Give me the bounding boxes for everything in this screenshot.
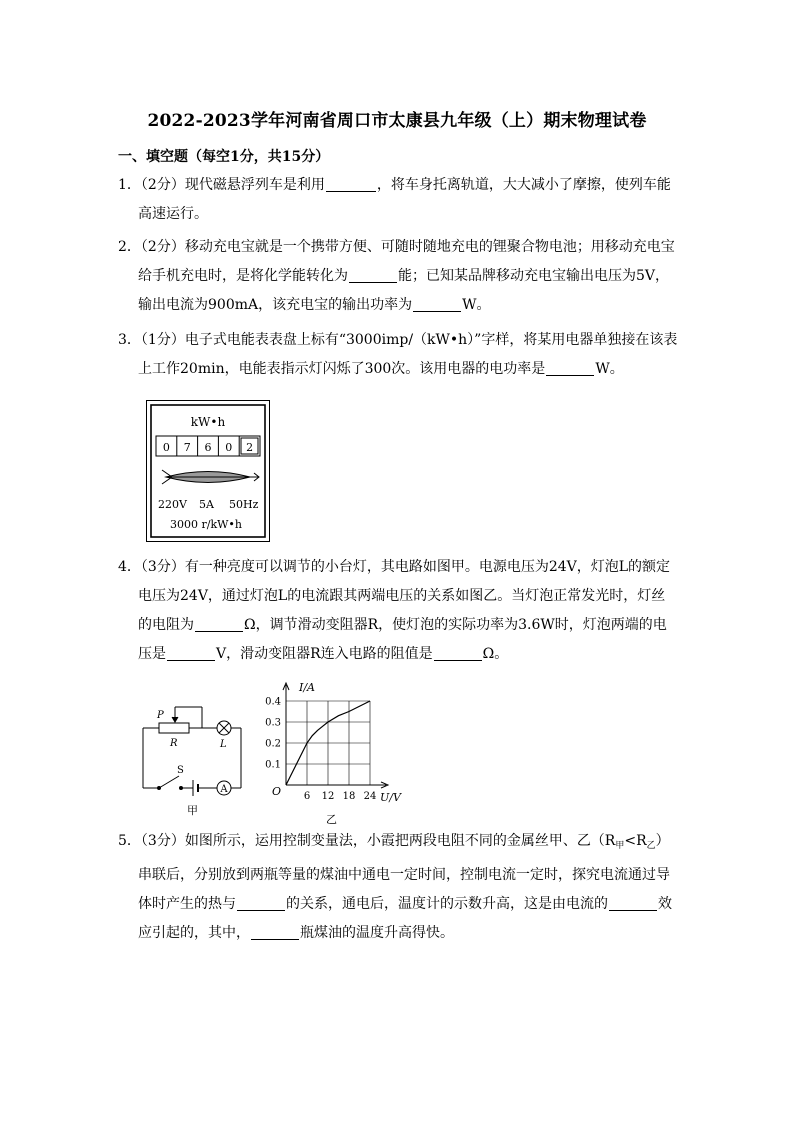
q5-text: 串联后，分别放到两瓶等量的煤油中通电一定时间，控制电流一定时，探究电流通过导 xyxy=(138,867,670,883)
q5-text: 应引起的，其中， xyxy=(138,925,250,941)
circuit-diagram xyxy=(135,700,255,820)
q5-text: 体时产生的热与 xyxy=(138,896,236,912)
answer-blank[interactable] xyxy=(251,923,299,940)
answer-blank[interactable] xyxy=(326,175,376,192)
chart-caption: 乙 xyxy=(326,813,337,826)
question-1 xyxy=(118,171,678,229)
answer-blank[interactable] xyxy=(413,295,461,312)
y-axis-label: I/A xyxy=(299,681,315,694)
y-tick-label: 0.3 xyxy=(265,717,281,729)
q5-text: 的关系，通电后，温度计的示数升高，这是由电流的 xyxy=(286,896,608,912)
q4-text: V，滑动变阻器R连入电路的阻值是 xyxy=(216,646,433,662)
meter-digit: 0 xyxy=(225,441,233,454)
q3-text: W。 xyxy=(595,361,624,377)
q3-text: 3．（1分）电子式电能表表盘上标有“3000imp/（kW•h）”字样，将某用电器单独接在该表 xyxy=(118,332,678,348)
x-tick-label: 24 xyxy=(363,791,377,802)
q5-text: 5．（3分）如图所示，运用控制变量法，小霞把两段电阻不同的金属丝甲、乙（R xyxy=(118,833,616,849)
q4-text: 压是 xyxy=(138,646,166,662)
answer-blank[interactable] xyxy=(167,644,215,661)
meter-digit: 6 xyxy=(204,441,212,454)
subscript: 甲 xyxy=(615,841,625,851)
question-2 xyxy=(118,233,678,320)
y-tick-label: 0.2 xyxy=(265,738,281,750)
q1-text: 高速运行。 xyxy=(138,206,208,222)
meter-digit: 2 xyxy=(246,441,254,454)
q5-text: <R xyxy=(624,833,647,849)
q3-text: 上工作20min，电能表指示灯闪烁了300次。该用电器的电功率是 xyxy=(138,361,546,377)
page-title: 2022-2023学年河南省周口市太康县九年级（上）期末物理试卷 xyxy=(147,111,647,131)
meter-digit: 0 xyxy=(162,441,170,454)
x-axis-label: U/V xyxy=(380,791,401,804)
meter-spec-frequency: 50Hz xyxy=(229,498,259,511)
axes xyxy=(283,683,388,788)
electric-meter-figure xyxy=(146,400,270,542)
iu-graph xyxy=(258,677,408,827)
label-a: A xyxy=(220,784,228,795)
x-tick-label: 12 xyxy=(321,791,335,802)
meter-spec-revolutions: 3000 r/kW•h xyxy=(170,518,242,531)
answer-blank[interactable] xyxy=(237,894,285,911)
q1-text: 1．（2分）现代磁悬浮列车是利用 xyxy=(118,177,325,193)
q2-text: 输出电流为900mA，该充电宝的输出功率为 xyxy=(138,297,413,313)
switch-icon xyxy=(159,776,179,788)
rheostat-icon xyxy=(159,723,189,733)
y-tick-label: 0.4 xyxy=(265,696,281,708)
q1-text: ，将车身托离轨道，大大减小了摩擦，使列车能 xyxy=(376,177,671,193)
question-5 xyxy=(118,827,678,948)
q4-text: 4．（3分）有一种亮度可以调节的小台灯，其电路如图甲。电源电压为24V，灯泡L的额定 xyxy=(118,559,671,575)
x-tick-label: 18 xyxy=(342,791,356,802)
q5-text: 效 xyxy=(658,896,672,912)
q2-text: W。 xyxy=(462,297,491,313)
label-r: R xyxy=(170,738,178,749)
subscript: 乙 xyxy=(646,841,656,851)
q4-text: Ω，调节滑动变阻器R，使灯泡的实际功率为3.6W时，灯泡两端的电 xyxy=(244,617,667,633)
question-4 xyxy=(118,553,678,669)
origin-label: O xyxy=(272,785,282,798)
circuit-caption: 甲 xyxy=(187,804,198,817)
grid xyxy=(286,701,370,785)
q2-text: 给手机充电时，是将化学能转化为 xyxy=(138,268,348,284)
question-3 xyxy=(118,326,678,384)
answer-blank[interactable] xyxy=(195,615,243,632)
q5-text: ） xyxy=(655,833,670,849)
q4-text: Ω。 xyxy=(482,646,509,662)
x-tick-label: 6 xyxy=(303,791,311,802)
section-heading: 一、填空题（每空1分，共15分） xyxy=(118,149,330,165)
q2-text: 能；已知某品牌移动充电宝输出电压为5V， xyxy=(398,268,670,284)
answer-blank[interactable] xyxy=(434,644,482,661)
q4-text: 电压为24V，通过灯泡L的电流跟其两端电压的关系如图乙。当灯泡正常发光时，灯丝 xyxy=(138,588,666,604)
answer-blank[interactable] xyxy=(349,266,397,283)
answer-blank[interactable] xyxy=(546,359,594,376)
meter-unit: kW•h xyxy=(190,415,226,429)
q4-text: 的电阻为 xyxy=(138,617,194,633)
label-s: S xyxy=(177,765,184,776)
label-l: L xyxy=(220,739,227,750)
answer-blank[interactable] xyxy=(609,894,657,911)
y-tick-label: 0.1 xyxy=(265,759,281,771)
meter-spec-voltage: 220V xyxy=(158,498,187,511)
meter-disc-icon xyxy=(162,470,259,484)
meter-digit: 7 xyxy=(183,441,191,454)
meter-spec-current: 5A xyxy=(199,498,214,511)
label-p: P xyxy=(157,710,164,721)
q5-text: 瓶煤油的温度升高得快。 xyxy=(300,925,454,941)
q2-text: 2．（2分）移动充电宝就是一个携带方便、可随时随地充电的锂聚合物电池；用移动充电宝 xyxy=(118,239,675,255)
